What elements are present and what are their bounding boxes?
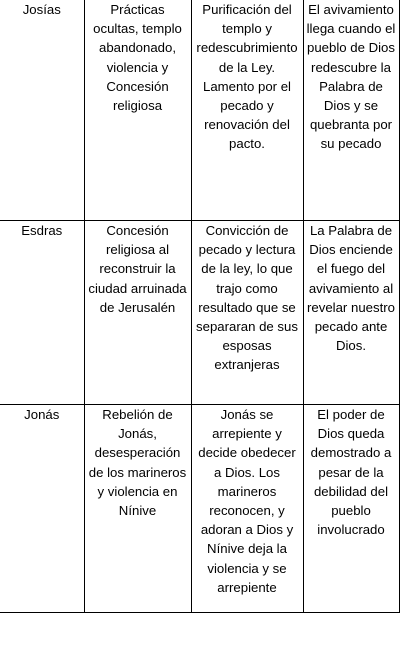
table-row [0,405,399,613]
cell-lesson: El poder de Dios queda demostrado a pesar de la debilidad del pueblo involucrado [303,405,399,613]
cell-causes: Prácticas ocultas, templo abandonado, violencia y Concesión religiosa [84,0,191,221]
cell-causes: Concesión religiosa al reconstruir la ciudad arruinada de Jerusalén [84,221,191,405]
cell-causes: Rebelión de Jonás, desesperación de los marineros y violencia en Nínive [84,405,191,613]
cell-name: Jonás [0,405,84,613]
cell-name: Esdras [0,221,84,405]
cell-response: Purificación del templo y redescubrimiento de la Ley. Lamento por el pecado y renovación del pacto. [191,0,303,221]
cell-lesson: El avivamiento llega cuando el pueblo de Dios redescubre la Palabra de Dios y se quebranta por su pecado [303,0,399,221]
cell-lesson: La Palabra de Dios enciende el fuego del avivamiento al revelar nuestro pecado ante Dios. [303,221,399,405]
table-row [0,0,399,221]
cell-name: Josías [0,0,84,221]
cell-response: Jonás se arrepiente y decide obedecer a Dios. Los marineros reconocen, y adoran a Dios y Nínive deja la violencia y se arrepiente [191,405,303,613]
cell-response: Convicción de pecado y lectura de la ley, lo que trajo como resultado que se separaran de sus esposas extranjeras [191,221,303,405]
table-row [0,221,399,405]
